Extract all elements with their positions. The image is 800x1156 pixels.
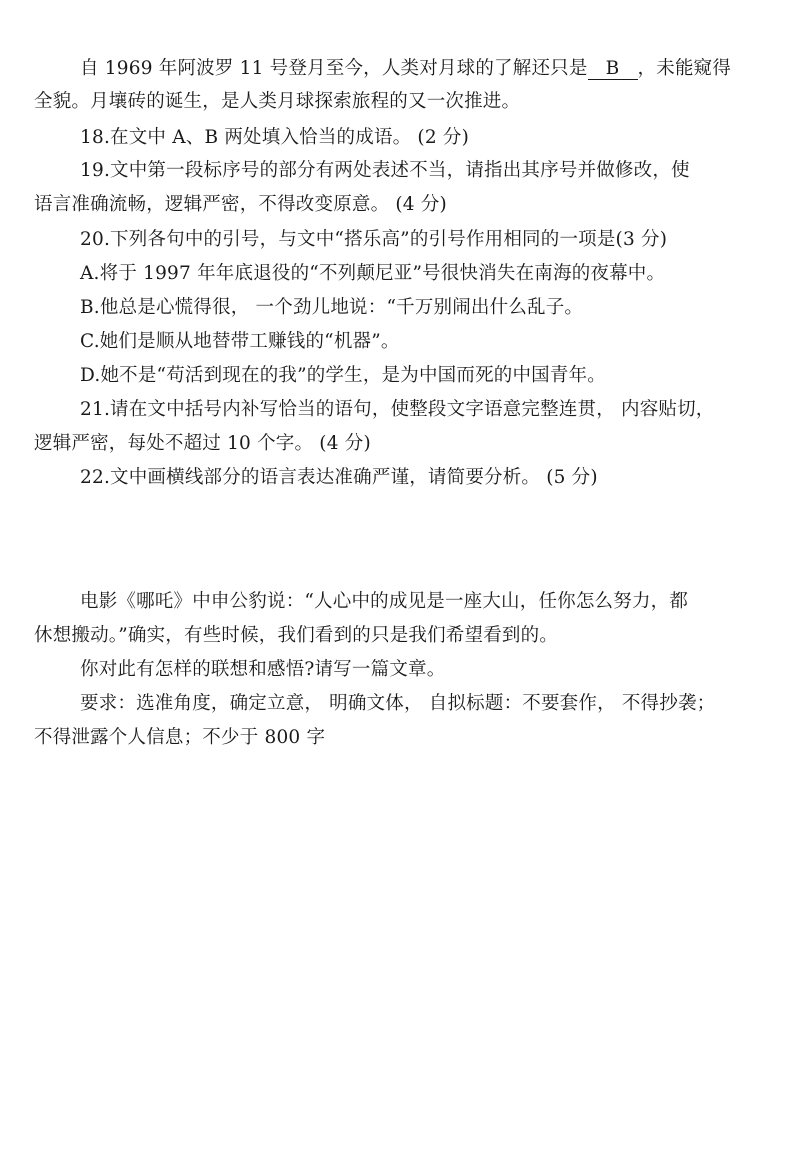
question-20-option-d: D.她不是“苟活到现在的我”的学生，是为中国而死的中国青年。: [80, 365, 606, 386]
question-18: 18.在文中 A、B 两处填入恰当的成语。 (2 分): [80, 127, 470, 148]
question-20-option-b: B.他总是心慌得很， 一个劲儿地说：“千万别闹出什么乱子。: [80, 297, 584, 318]
question-21-line-2: 逻辑严密，每处不超过 10 个字。 (4 分): [34, 433, 371, 454]
intro-text-after-blank: ，未能窥得: [637, 58, 732, 79]
essay-requirements-line-2: 不得泄露个人信息；不少于 800 字: [34, 727, 326, 748]
essay-prompt-line-1: 电影《哪吒》中申公豹说：“人心中的成见是一座大山，任你怎么努力，都: [80, 591, 689, 612]
question-19-line-1: 19.文中第一段标序号的部分有两处表述不当，请指出其序号并做修改，使: [80, 160, 690, 181]
question-21-line-1: 21.请在文中括号内补写恰当的语句，使整段文字语意完整连贯， 内容贴切，: [80, 399, 715, 420]
intro-text-before-blank: 自 1969 年阿波罗 11 号登月至今，人类对月球的了解还只是: [80, 58, 588, 79]
question-19-line-2: 语言准确流畅，逻辑严密，不得改变原意。 (4 分): [34, 194, 447, 215]
question-20-option-c: C.她们是顺从地替带工赚钱的“机器”。: [80, 331, 400, 352]
question-20: 20.下列各句中的引号，与文中“搭乐高”的引号作用相同的一项是(3 分): [80, 229, 668, 250]
intro-line-2: 全貌。月壤砖的诞生，是人类月球探索旅程的又一次推进。: [34, 91, 521, 112]
answer-blank-b: B: [588, 59, 638, 80]
essay-question: 你对此有怎样的联想和感悟?请写一篇文章。: [80, 659, 446, 680]
question-20-option-a: A.将于 1997 年年底退役的“不列颠尼亚”号很快消失在南海的夜幕中。: [80, 263, 666, 284]
essay-prompt-line-2: 休想搬动。”确实，有些时候，我们看到的只是我们希望看到的。: [34, 625, 559, 646]
intro-line-1: [80, 57, 770, 81]
question-22: 22.文中画横线部分的语言表达准确严谨，请简要分析。 (5 分): [80, 467, 598, 488]
essay-requirements-line-1: 要求：选准角度，确定立意， 明确文体， 自拟标题：不要套作， 不得抄袭；: [80, 693, 716, 714]
